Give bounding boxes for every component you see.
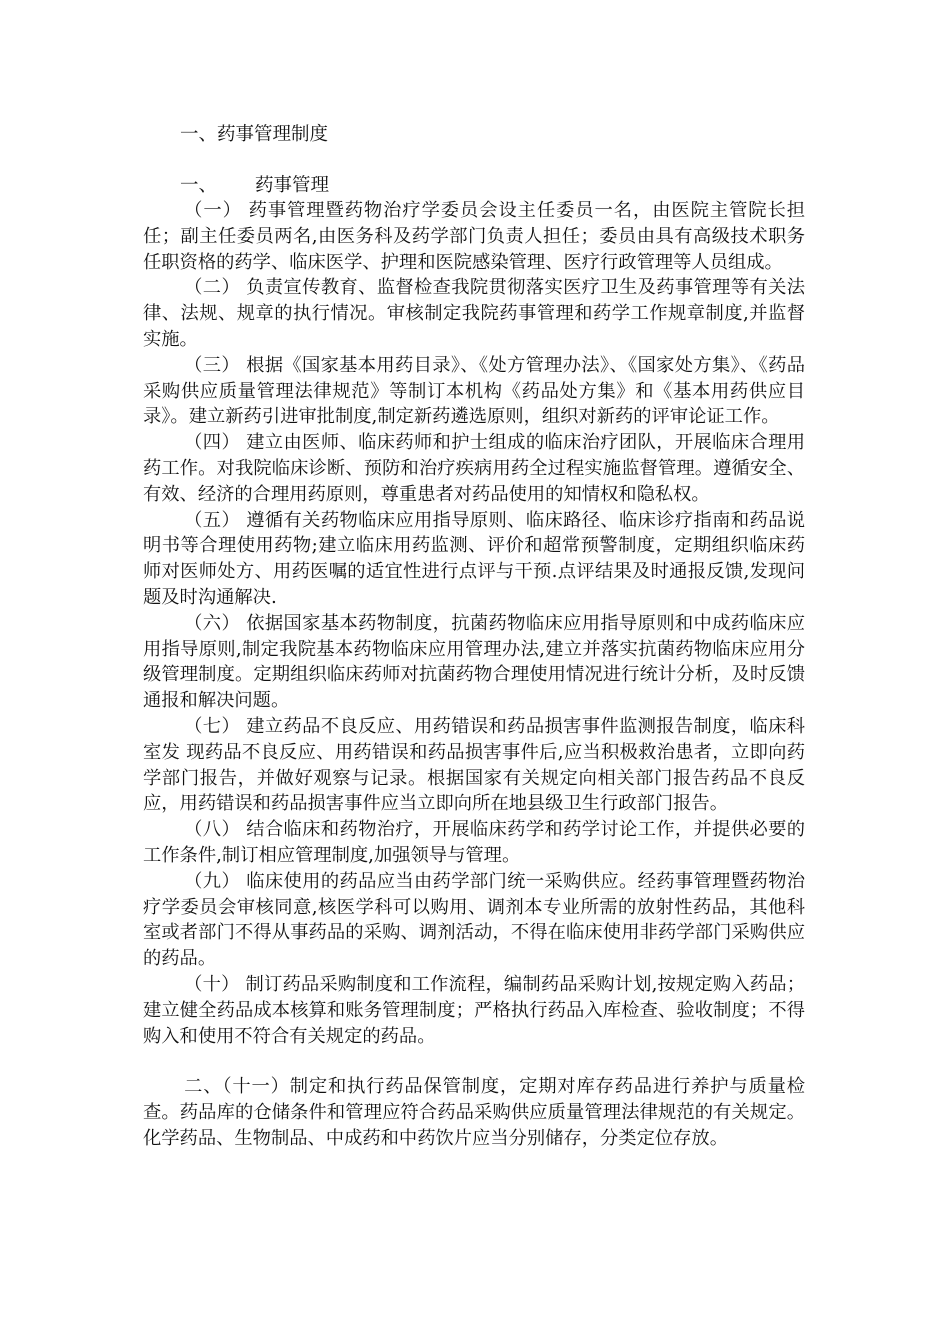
paragraph-label: （五） <box>184 509 241 531</box>
paragraph-text: 药事管理暨药物治疗学委员会设主任委员一名，由医院主管院长担任；副主任委员两名,由医务科及药学部门负责人担任；委员由具有高级技术职务任职资格的药学、临床医学、护理和医院感染管理、医疗行政管理等人员组成。 <box>143 200 806 273</box>
paragraph-label: （八） <box>184 819 241 841</box>
paragraph-label: （九） <box>184 870 241 892</box>
section-number: 一、 <box>180 175 218 196</box>
paragraph <box>143 817 805 869</box>
paragraph-label: （一） <box>184 200 242 221</box>
section-title-text: 药事管理 <box>255 175 330 196</box>
paragraph <box>143 611 805 714</box>
paragraph <box>143 972 805 1049</box>
paragraph-text: 结合临床和药物治疗，开展临床药学和药学讨论工作，并提供必要的工作条件,制订相应管理制度,加强领导与管理。 <box>143 819 806 866</box>
paragraph-text: 遵循有关药物临床应用指导原则、临床路径、临床诊疗指南和药品说明书等合理使用药物;建立临床用药监测、评价和超常预警制度，定期组织临床药师对医师处方、用药医嘱的适宜性进行点评与干预.点评结果及时通报反馈,发现问题及时沟通解决. <box>143 509 806 608</box>
paragraph-text: 制订药品采购制度和工作流程，编制药品采购计划,按规定购入药品；建立健全药品成本核算和账务管理制度；严格执行药品入库检查、验收制度；不得购入和使用不符合有关规定的药品。 <box>143 973 806 1047</box>
paragraph-text: 负责宣传教育、监督检查我院贯彻落实医疗卫生及药事管理等有关法律、法规、规章的执行情况。审核制定我院药事管理和药学工作规章制度,并监督实施。 <box>143 277 806 350</box>
paragraph <box>143 714 805 817</box>
paragraph <box>143 275 805 352</box>
paragraph-label: 二、（十一） <box>184 1076 290 1098</box>
paragraph-text: 制定和执行药品保管制度，定期对库存药品进行养护与质量检查。药品库的仓储条件和管理应符合药品采购供应质量管理法律规范的有关规定。化学药品、生物制品、中成药和中药饮片应当分别储存，分类定位存放。 <box>143 1076 805 1149</box>
paragraph <box>143 508 805 611</box>
paragraph-label: （十） <box>184 973 240 995</box>
paragraph-text: 建立药品不良反应、用药错误和药品损害事件监测报告制度，临床科室发 现药品不良反应、用药错误和药品损害事件后,应当积极救治患者，立即向药学部门报告，并做好观察与记录。根据国家有关规定向相关部门报告药品不良反应，用药错误和药品损害事件应当立即向所在地县级卫生行政部门报告。 <box>143 715 806 815</box>
paragraph-text: 依据国家基本药物制度，抗菌药物临床应用指导原则和中成药临床应用指导原则,制定我院基本药物临床应用管理办法,建立并落实抗菌药物临床应用分级管理制度。定期组织临床药师对抗菌药物合理使用情况进行统计分析，及时反馈通报和解决问题。 <box>143 612 806 712</box>
paragraph <box>143 198 805 275</box>
paragraph <box>143 353 805 430</box>
paragraph-label: （四） <box>184 432 241 454</box>
paragraph-text: 建立由医师、临床药师和护士组成的临床治疗团队，开展临床合理用药工作。对我院临床诊断、预防和治疗疾病用药全过程实施监督管理。遵循安全、有效、经济的合理用药原则，尊重患者对药品使用的知情权和隐私权。 <box>143 432 806 505</box>
paragraph-label: （七） <box>184 715 241 737</box>
document-body <box>143 198 805 1152</box>
paragraph-label: （三） <box>184 354 240 376</box>
paragraph <box>143 869 805 972</box>
paragraph <box>143 430 805 507</box>
paragraph-label: （二） <box>184 277 241 299</box>
paragraph-text: 根据《国家基本用药目录》、《处方管理办法》、《国家处方集》、《药品采购供应质量管理法律规范》等制订本机构《药品处方集》和《基本用药供应目录》。建立新药引进审批制度,制定新药遴选原则，组织对新药的评审论证工作。 <box>143 354 805 428</box>
document-heading: 一、药事管理制度 <box>180 124 329 145</box>
paragraph-text: 临床使用的药品应当由药学部门统一采购供应。经药事管理暨药物治疗学委员会审核同意,核医学科可以购用、调剂本专业所需的放射性药品，其他科室或者部门不得从事药品的采购、调剂活动，不得在临床使用非药学部门采购供应的药品。 <box>143 870 806 970</box>
paragraph-label: （六） <box>184 612 241 634</box>
paragraph <box>143 1074 805 1151</box>
section-title <box>180 173 329 199</box>
